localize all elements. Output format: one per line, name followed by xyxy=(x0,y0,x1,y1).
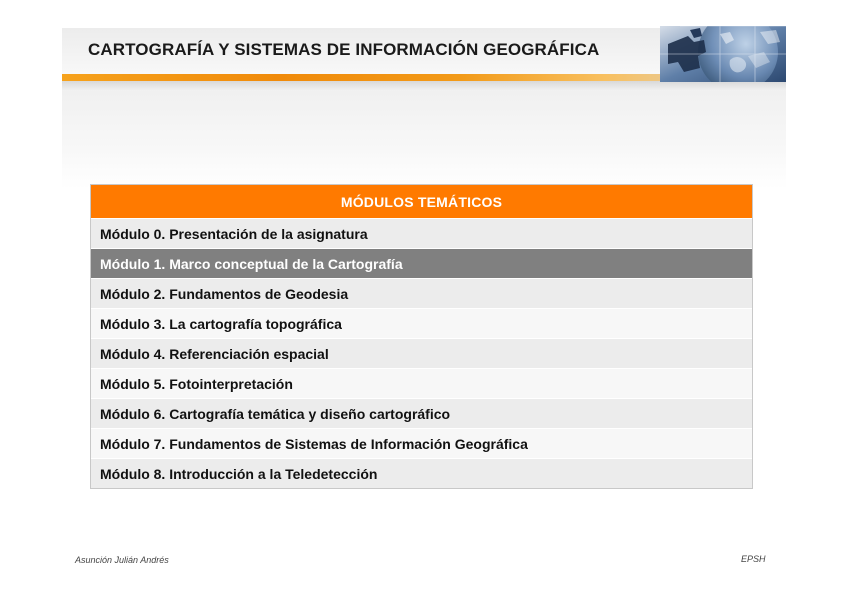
modules-table xyxy=(90,184,753,489)
header-gray-panel xyxy=(62,91,786,189)
module-row-0[interactable]: Módulo 0. Presentación de la asignatura xyxy=(91,218,752,248)
module-row-8[interactable]: Módulo 8. Introducción a la Teledetección xyxy=(91,458,752,488)
module-row-6[interactable]: Módulo 6. Cartografía temática y diseño cartográfico xyxy=(91,398,752,428)
module-row-3[interactable]: Módulo 3. La cartografía topográfica xyxy=(91,308,752,338)
header-accent-shadow xyxy=(62,81,786,91)
puzzle-globe-icon xyxy=(660,26,786,82)
table-heading: MÓDULOS TEMÁTICOS xyxy=(91,185,752,218)
footer-author: Asunción Julián Andrés xyxy=(75,555,169,565)
module-row-2[interactable]: Módulo 2. Fundamentos de Geodesia xyxy=(91,278,752,308)
module-row-4[interactable]: Módulo 4. Referenciación espacial xyxy=(91,338,752,368)
module-row-7[interactable]: Módulo 7. Fundamentos de Sistemas de Información Geográfica xyxy=(91,428,752,458)
page-title: CARTOGRAFÍA Y SISTEMAS DE INFORMACIÓN GEOGRÁFICA xyxy=(88,40,600,59)
footer-school: EPSH xyxy=(741,554,766,564)
module-row-5[interactable]: Módulo 5. Fotointerpretación xyxy=(91,368,752,398)
module-row-1-selected[interactable]: Módulo 1. Marco conceptual de la Cartografía xyxy=(91,248,752,278)
